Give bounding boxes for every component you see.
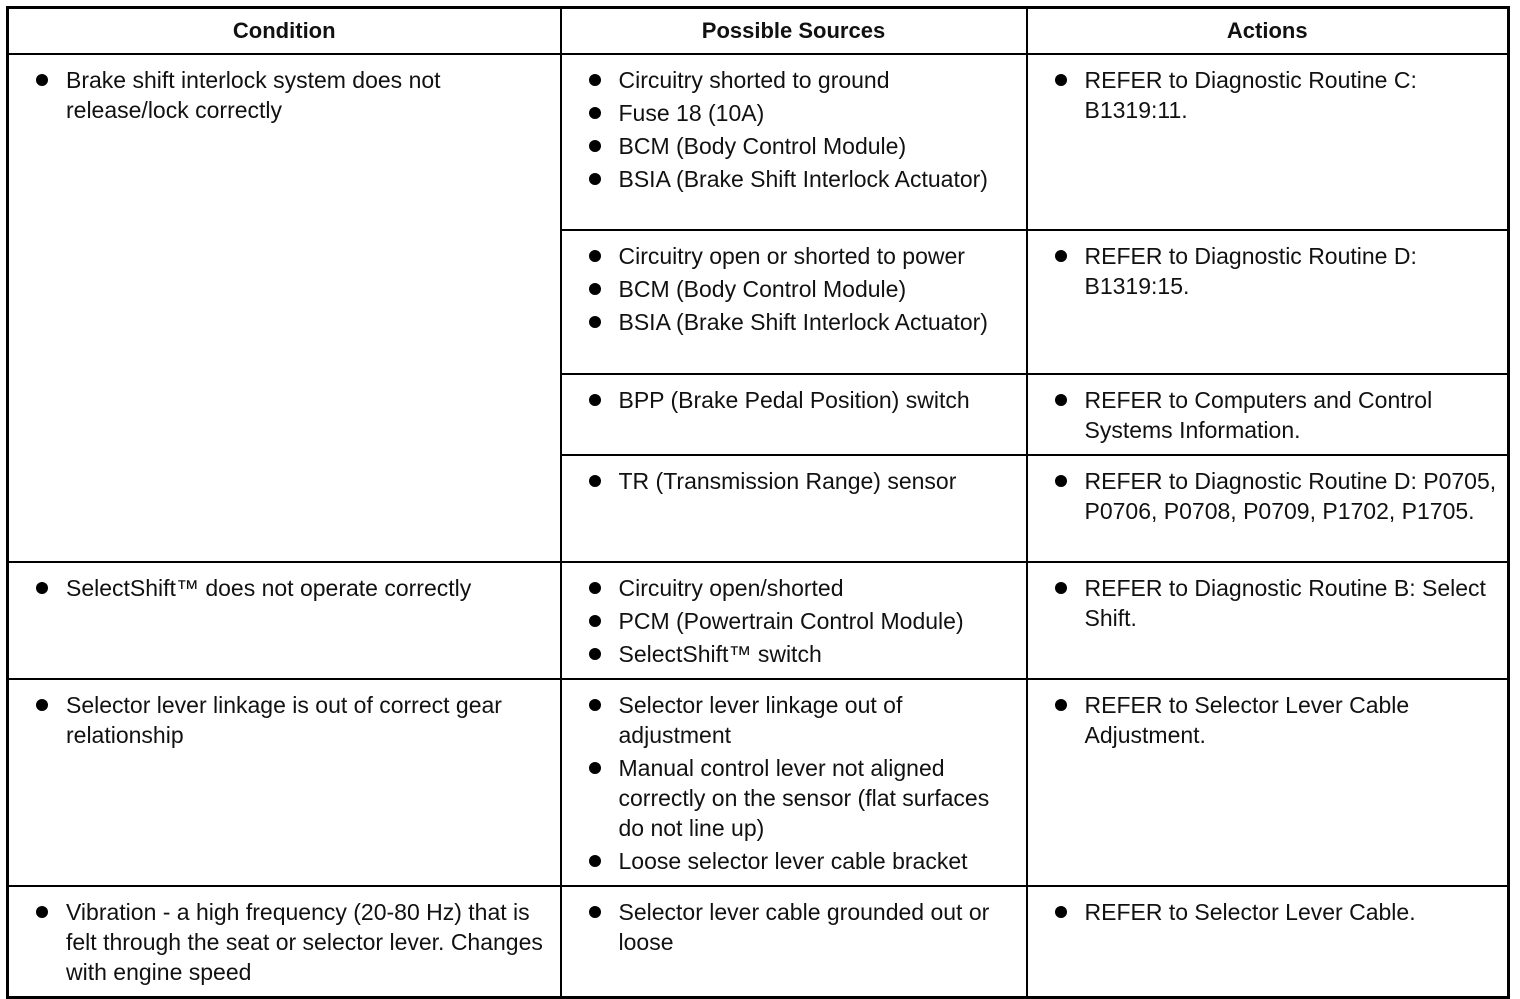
sources-cell: [561, 374, 1027, 455]
actions-cell: [1027, 54, 1509, 230]
bullet-icon: [589, 394, 601, 406]
list-item: Selector lever cable grounded out or loose: [562, 897, 1016, 957]
table-row: [8, 679, 1509, 886]
bullet-icon: [589, 283, 601, 295]
list-item: Circuitry shorted to ground: [562, 65, 1016, 95]
list-item: Loose selector lever cable bracket: [562, 846, 1016, 876]
condition-cell: [8, 562, 561, 679]
bullet-icon: [589, 107, 601, 119]
sources-cell: [561, 886, 1027, 998]
bullet-icon: [589, 762, 601, 774]
header-condition: Condition: [8, 8, 561, 55]
bullet-icon: [36, 582, 48, 594]
list-item: Circuitry open or shorted to power: [562, 241, 1016, 271]
bullet-icon: [589, 140, 601, 152]
list-item: BCM (Body Control Module): [562, 274, 1016, 304]
bullet-icon: [589, 855, 601, 867]
actions-cell: [1027, 679, 1509, 886]
actions-cell: [1027, 562, 1509, 679]
table-row: [8, 886, 1509, 998]
condition-cell: [8, 886, 561, 998]
list-item: Selector lever linkage out of adjustment: [562, 690, 1016, 750]
bullet-icon: [589, 648, 601, 660]
sources-cell: [561, 54, 1027, 230]
bullet-icon: [589, 615, 601, 627]
table-row: [8, 54, 1509, 230]
sources-cell: [561, 230, 1027, 374]
table-row: [8, 562, 1509, 679]
bullet-icon: [1055, 250, 1067, 262]
list-item: BSIA (Brake Shift Interlock Actuator): [562, 307, 1016, 337]
list-item: PCM (Powertrain Control Module): [562, 606, 1016, 636]
bullet-icon: [1055, 906, 1067, 918]
bullet-icon: [589, 475, 601, 487]
list-item: REFER to Diagnostic Routine D: B1319:15.: [1028, 241, 1498, 301]
list-item: Circuitry open/shorted: [562, 573, 1016, 603]
bullet-icon: [36, 699, 48, 711]
sources-cell: [561, 562, 1027, 679]
list-item: SelectShift™ does not operate correctly: [9, 573, 550, 603]
bullet-icon: [589, 906, 601, 918]
diagnosis-table: [6, 6, 1510, 999]
sources-cell: [561, 455, 1027, 562]
bullet-icon: [589, 582, 601, 594]
actions-cell: [1027, 374, 1509, 455]
list-item: Vibration - a high frequency (20-80 Hz) that is felt through the seat or selector lever. Changes with engine speed: [9, 897, 550, 987]
condition-cell: [8, 54, 561, 562]
list-item: BSIA (Brake Shift Interlock Actuator): [562, 164, 1016, 194]
bullet-icon: [36, 74, 48, 86]
bullet-icon: [1055, 582, 1067, 594]
list-item: REFER to Selector Lever Cable Adjustment.: [1028, 690, 1498, 750]
list-item: REFER to Selector Lever Cable.: [1028, 897, 1498, 927]
actions-cell: [1027, 455, 1509, 562]
bullet-icon: [1055, 699, 1067, 711]
bullet-icon: [589, 699, 601, 711]
bullet-icon: [589, 74, 601, 86]
sources-cell: [561, 679, 1027, 886]
header-actions: Actions: [1027, 8, 1509, 55]
bullet-icon: [36, 906, 48, 918]
actions-cell: [1027, 230, 1509, 374]
list-item: BCM (Body Control Module): [562, 131, 1016, 161]
bullet-icon: [1055, 475, 1067, 487]
bullet-icon: [589, 316, 601, 328]
list-item: REFER to Computers and Control Systems Information.: [1028, 385, 1498, 445]
list-item: BPP (Brake Pedal Position) switch: [562, 385, 1016, 415]
bullet-icon: [1055, 74, 1067, 86]
list-item: REFER to Diagnostic Routine C: B1319:11.: [1028, 65, 1498, 125]
list-item: Selector lever linkage is out of correct gear relationship: [9, 690, 550, 750]
actions-cell: [1027, 886, 1509, 998]
list-item: Brake shift interlock system does not release/lock correctly: [9, 65, 550, 125]
bullet-icon: [589, 250, 601, 262]
list-item: TR (Transmission Range) sensor: [562, 466, 1016, 496]
header-possible-sources: Possible Sources: [561, 8, 1027, 55]
header-row: [8, 8, 1509, 55]
condition-cell: [8, 679, 561, 886]
list-item: REFER to Diagnostic Routine D: P0705, P0706, P0708, P0709, P1702, P1705.: [1028, 466, 1498, 526]
list-item: Manual control lever not aligned correctly on the sensor (flat surfaces do not line up): [562, 753, 1016, 843]
list-item: SelectShift™ switch: [562, 639, 1016, 669]
bullet-icon: [589, 173, 601, 185]
list-item: Fuse 18 (10A): [562, 98, 1016, 128]
list-item: REFER to Diagnostic Routine B: Select Shift.: [1028, 573, 1498, 633]
bullet-icon: [1055, 394, 1067, 406]
